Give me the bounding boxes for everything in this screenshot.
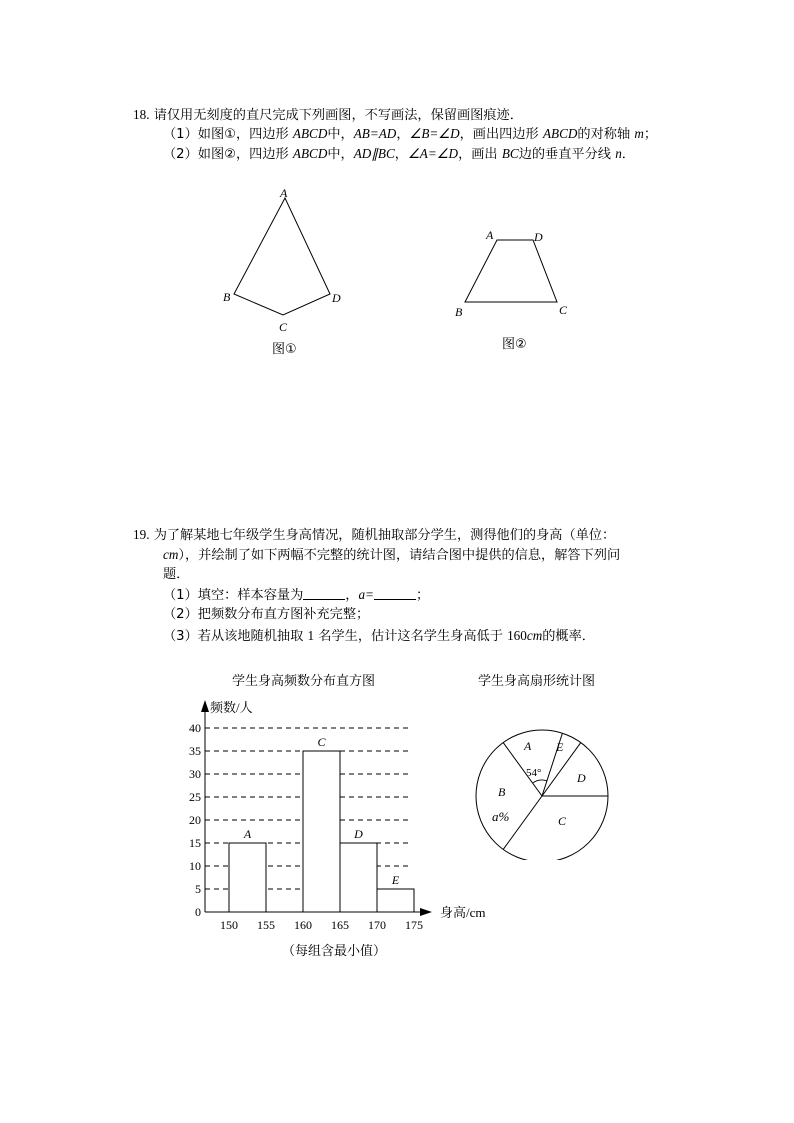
histogram-bar bbox=[377, 889, 414, 912]
q19-part3-value: 160 bbox=[507, 628, 527, 643]
q19-number: 19. bbox=[133, 527, 150, 542]
histogram-note: （每组含最小值） bbox=[282, 944, 387, 959]
q19-part3-end: 的概率． bbox=[542, 629, 595, 644]
pie-label-e: E bbox=[556, 740, 564, 754]
q18-part1-cond2: ∠B=∠D bbox=[409, 126, 460, 141]
q18-part1-axis: m bbox=[634, 126, 644, 141]
q18-part2-cond1: AD∥BC bbox=[353, 146, 395, 161]
q18-part1-mid2: ，画出四边形 bbox=[459, 127, 543, 142]
trapezoid-outline bbox=[465, 240, 557, 302]
x-tick-label: 155 bbox=[257, 918, 275, 932]
fig1-label-d: D bbox=[332, 291, 341, 305]
q18-part2-mid1: 中， bbox=[327, 147, 354, 162]
bar-label: A bbox=[243, 827, 252, 841]
q19-stem-1: 为了解某地七年级学生身高情况，随机抽取部分学生，测得他们的身高（单位： bbox=[153, 528, 616, 543]
fig1-label-b: B bbox=[223, 290, 231, 304]
answer-blank-a[interactable] bbox=[374, 587, 416, 600]
q18-part2-axis: n bbox=[615, 146, 622, 161]
q18-part2-sep: ， bbox=[394, 147, 408, 162]
y-tick-label: 40 bbox=[189, 721, 201, 735]
y-tick-label: 15 bbox=[189, 836, 201, 850]
figure-1-caption: 图① bbox=[272, 342, 297, 357]
histogram-xlabel: 身高/cm bbox=[440, 905, 486, 920]
pie-angle-label: 54° bbox=[526, 767, 542, 779]
q19-part3 bbox=[163, 628, 595, 645]
fig2-label-a: A bbox=[486, 228, 494, 242]
x-axis-arrow bbox=[420, 908, 432, 916]
y-tick-label: 35 bbox=[189, 744, 201, 758]
q19-part1 bbox=[163, 587, 429, 604]
q18-part1-sep: ， bbox=[396, 127, 410, 142]
q18-part2-quad: ABCD bbox=[292, 146, 328, 161]
y-tick-label: 25 bbox=[189, 790, 201, 804]
q18-part2 bbox=[163, 146, 635, 163]
q19-stem-line2 bbox=[163, 547, 620, 564]
q19-stem-2: ），并绘制了如下两幅不完整的统计图，请结合图中提供的信息，解答下列问 bbox=[178, 548, 621, 563]
q19-stem-line3: 题． bbox=[163, 567, 190, 582]
q19-part3-prefix: （3）若从该地随机抽取 bbox=[163, 629, 308, 644]
y-tick-label: 10 bbox=[189, 859, 201, 873]
histogram-title: 学生身高频数分布直方图 bbox=[232, 674, 376, 689]
pie-label-a: A bbox=[524, 739, 532, 753]
pie-title: 学生身高扇形统计图 bbox=[478, 674, 596, 689]
q18-part2-prefix: （2）如图②，四边形 bbox=[163, 147, 293, 162]
fig2-label-c: C bbox=[559, 303, 568, 317]
q18-number: 18. bbox=[133, 107, 150, 122]
q18-stem-line bbox=[133, 107, 523, 124]
q18-part2-seg: BC bbox=[501, 146, 519, 161]
y-tick-label: 0 bbox=[195, 905, 201, 919]
q19-part2: （2）把频数分布直方图补充完整； bbox=[163, 607, 370, 622]
q18-part1-cond1: AB=AD bbox=[353, 126, 397, 141]
q19-part1-end: ； bbox=[415, 588, 430, 603]
q18-part1-quad2: ABCD bbox=[542, 126, 578, 141]
figure-1-kite bbox=[215, 185, 355, 335]
kite-outline bbox=[234, 198, 330, 315]
q19-part1-mid: ， bbox=[345, 588, 359, 603]
q18-part2-mid2: ，画出 bbox=[458, 147, 502, 162]
fig2-label-d: D bbox=[534, 230, 543, 244]
pie-label-b: B bbox=[498, 785, 506, 799]
q18-part1-end: ； bbox=[643, 127, 658, 142]
q19-stem-line1 bbox=[133, 527, 615, 544]
x-tick-label: 170 bbox=[368, 918, 386, 932]
q18-part1-mid1: 中， bbox=[327, 127, 354, 142]
figure-2-trapezoid bbox=[450, 225, 580, 320]
y-tick-label: 30 bbox=[189, 767, 201, 781]
x-tick-label: 175 bbox=[405, 918, 423, 932]
pie-label-a-percent: a% bbox=[492, 809, 510, 824]
fig1-label-c: C bbox=[279, 320, 288, 334]
pie-slices bbox=[476, 730, 608, 860]
pie-label-d: D bbox=[577, 771, 586, 785]
q18-part1-suffix: 的对称轴 bbox=[577, 127, 635, 142]
q18-part1-quad: ABCD bbox=[292, 126, 328, 141]
q18-part2-end: ． bbox=[621, 147, 635, 162]
bar-label: E bbox=[391, 873, 400, 887]
histogram-bar bbox=[229, 843, 266, 912]
histogram-bar bbox=[303, 751, 340, 912]
fig2-label-b: B bbox=[455, 305, 463, 319]
pie-label-c: C bbox=[558, 814, 567, 828]
histogram-chart bbox=[170, 690, 500, 935]
histogram-ylabel: 频数/人 bbox=[210, 700, 253, 715]
y-tick-label: 5 bbox=[195, 882, 201, 896]
q18-part2-cond2: ∠A=∠D bbox=[407, 146, 459, 161]
q18-part2-suffix: 边的垂直平分线 bbox=[518, 147, 616, 162]
q18-stem: 请仅用无刻度的直尺完成下列画图，不写画法，保留画图痕迹． bbox=[153, 108, 523, 123]
q19-part1-var: a= bbox=[358, 587, 374, 602]
x-tick-label: 160 bbox=[294, 918, 312, 932]
q19-part1-prefix: （1）填空：样本容量为 bbox=[163, 588, 304, 603]
bar-label: D bbox=[354, 827, 363, 841]
histogram-bars bbox=[229, 751, 414, 912]
q18-part1-prefix: （1）如图①，四边形 bbox=[163, 127, 293, 142]
x-tick-label: 150 bbox=[220, 918, 238, 932]
q19-part3-unit: cm bbox=[526, 628, 543, 643]
bar-label: C bbox=[317, 735, 326, 749]
q19-stem-unit: cm bbox=[163, 547, 179, 562]
answer-blank-sample-size[interactable] bbox=[303, 587, 345, 600]
x-tick-label: 165 bbox=[331, 918, 349, 932]
y-tick-label: 20 bbox=[189, 813, 201, 827]
fig1-label-a: A bbox=[280, 186, 288, 200]
y-axis-arrow bbox=[201, 700, 209, 712]
q19-part3-mid: 名学生，估计这名学生身高低于 bbox=[314, 629, 508, 644]
histogram-bar bbox=[340, 843, 377, 912]
q18-part1 bbox=[163, 126, 657, 143]
pie-chart bbox=[470, 725, 615, 860]
q19-part3-count: 1 bbox=[307, 628, 315, 643]
figure-2-caption: 图② bbox=[502, 337, 527, 352]
